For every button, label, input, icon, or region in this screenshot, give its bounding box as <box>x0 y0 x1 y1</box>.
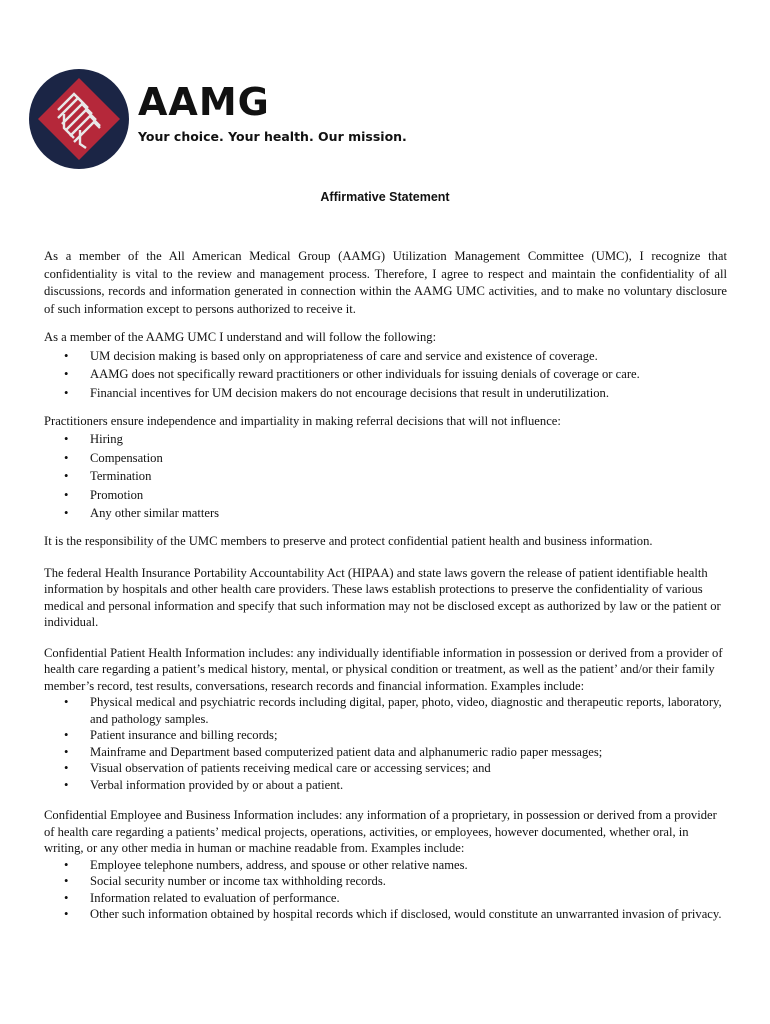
aamg-logo <box>28 68 418 170</box>
cphi-lead: Confidential Patient Health Information includes: any individually identifiable information in possession or derived from a provider of health care regarding a patient’s medical history, mental, or physical condition or treatment, as well as the patient’ and/or their family member’s record, test results, conversations, research records and financial information. Examples include: <box>44 645 723 693</box>
list-item: • Visual observation of patients receiving medical care or accessing services; and <box>44 760 727 777</box>
list-item: • Information related to evaluation of performance. <box>44 890 727 907</box>
intro-paragraph: As a member of the All American Medical Group (AAMG) Utilization Management Committee (UMC), I recognize that confidentiality is vital to the review and management process. Therefore, I agree to respect and maintain the confidentiality of all discussions, records and information generated in connection within the AAMG UMC activities, and to make no voluntary disclosure of such information except to persons authorized to receive it. <box>44 249 727 316</box>
cphi-list <box>44 694 727 793</box>
list-item: • Any other similar matters <box>44 504 727 522</box>
umc-list <box>44 347 727 402</box>
list-item: • UM decision making is based only on appropriateness of care and service and existence of coverage. <box>44 347 727 365</box>
list-item: • Verbal information provided by or about a patient. <box>44 777 727 794</box>
list-item: • AAMG does not specifically reward practitioners or other individuals for issuing denials of coverage or care. <box>44 365 727 383</box>
umc-lead: As a member of the AAMG UMC I understand and will follow the following: <box>44 330 437 345</box>
list-item: • Promotion <box>44 486 727 504</box>
list-item: • Financial incentives for UM decision makers do not encourage decisions that result in underutilization. <box>44 384 727 402</box>
hipaa-paragraph: The federal Health Insurance Portability Accountability Act (HIPAA) and state laws govern the release of patient identifiable health information by hospitals and other health care providers. These laws establish protections to preserve the confidentiality of various medical and personal information and specify that such information may not be disclosed except as authorized by law or the patient or individual. <box>44 565 721 630</box>
list-item: • Physical medical and psychiatric records including digital, paper, photo, video, diagnostic and therapeutic reports, laboratory, and pathology samples. <box>44 694 727 727</box>
brand-wordmark: AAMG <box>138 80 270 124</box>
cebi-lead: Confidential Employee and Business Information includes: any information of a proprietary, in possession or derived from a provider of health care regarding a patients’ medical projects, operations, activities, or employees, however documented, whether oral, in writing, or any other media in human or machine readable from. Examples include: <box>44 808 717 856</box>
document-title: Affirmative Statement <box>320 190 450 204</box>
list-item: • Social security number or income tax withholding records. <box>44 873 727 890</box>
responsibility-paragraph: It is the responsibility of the UMC members to preserve and protect confidential patient health and business information. <box>44 534 653 549</box>
list-item: • Compensation <box>44 449 727 467</box>
practitioners-list <box>44 430 727 522</box>
aamg-emblem-icon <box>28 68 130 170</box>
list-item: • Other such information obtained by hospital records which if disclosed, would constitute an unwarranted invasion of privacy. <box>44 906 727 923</box>
list-item: • Mainframe and Department based computerized patient data and alphanumeric radio paper messages; <box>44 744 727 761</box>
cebi-list <box>44 857 727 923</box>
list-item: • Employee telephone numbers, address, and spouse or other relative names. <box>44 857 727 874</box>
list-item: • Hiring <box>44 430 727 448</box>
practitioners-lead: Practitioners ensure independence and impartiality in making referral decisions that will not influence: <box>44 414 561 428</box>
list-item: • Patient insurance and billing records; <box>44 727 727 744</box>
document-body <box>44 248 727 933</box>
list-item: • Termination <box>44 467 727 485</box>
brand-tagline: Your choice. Your health. Our mission. <box>138 129 407 144</box>
